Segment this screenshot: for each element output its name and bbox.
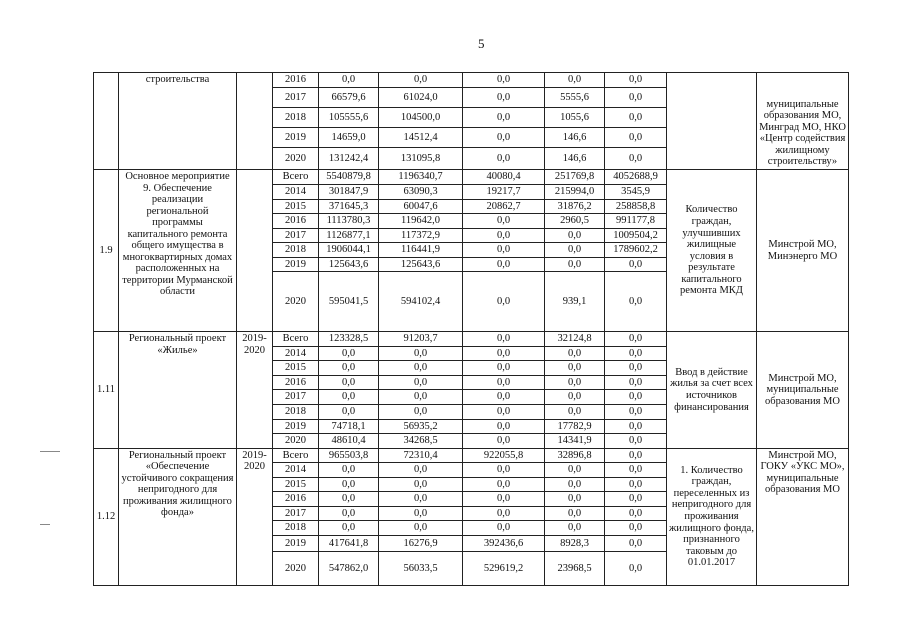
cell-c3: 0,0 — [545, 521, 605, 536]
cell-c1: 119642,0 — [379, 214, 463, 229]
cell-c4: 0,0 — [605, 521, 667, 536]
cell-c4: 0,0 — [605, 551, 667, 585]
cell-year: 2016 — [273, 375, 319, 390]
cell-c2: 0,0 — [463, 346, 545, 361]
cell-total: 125643,6 — [319, 257, 379, 272]
cell-c2: 20862,7 — [463, 199, 545, 214]
cell-year: 2017 — [273, 506, 319, 521]
cell-total: 0,0 — [319, 477, 379, 492]
cell-c4: 0,0 — [605, 463, 667, 478]
cell-total: 1113780,3 — [319, 214, 379, 229]
cell-year: 2016 — [273, 492, 319, 507]
cell-total: 66579,6 — [319, 88, 379, 108]
cell-total: 1906044,1 — [319, 243, 379, 258]
section-number — [94, 73, 119, 170]
cell-c2: 0,0 — [463, 434, 545, 449]
cell-c2: 0,0 — [463, 361, 545, 376]
cell-c3: 5555,6 — [545, 88, 605, 108]
cell-c2: 19217,7 — [463, 185, 545, 200]
cell-year: 2017 — [273, 390, 319, 405]
cell-total: 0,0 — [319, 346, 379, 361]
cell-c1: 0,0 — [379, 390, 463, 405]
cell-c4: 991177,8 — [605, 214, 667, 229]
cell-year: 2019 — [273, 535, 319, 551]
cell-c3: 0,0 — [545, 506, 605, 521]
cell-total: 105555,6 — [319, 108, 379, 128]
cell-c3: 0,0 — [545, 477, 605, 492]
financing-table — [93, 72, 849, 586]
cell-c1: 0,0 — [379, 346, 463, 361]
cell-total: 0,0 — [319, 390, 379, 405]
cell-c1: 1196340,7 — [379, 170, 463, 185]
cell-c4: 0,0 — [605, 73, 667, 88]
cell-c4: 0,0 — [605, 88, 667, 108]
cell-c2: 0,0 — [463, 128, 545, 148]
section-number: 1.11 — [94, 332, 119, 448]
cell-c4: 0,0 — [605, 535, 667, 551]
cell-total: 371645,3 — [319, 199, 379, 214]
cell-c4: 0,0 — [605, 448, 667, 463]
cell-c4: 0,0 — [605, 492, 667, 507]
cell-c2: 0,0 — [463, 463, 545, 478]
cell-year: 2019 — [273, 257, 319, 272]
cell-c1: 0,0 — [379, 375, 463, 390]
cell-c3: 146,6 — [545, 128, 605, 148]
cell-c1: 131095,8 — [379, 148, 463, 170]
page-number: 5 — [478, 36, 485, 51]
cell-total: 123328,5 — [319, 332, 379, 347]
cell-c1: 0,0 — [379, 361, 463, 376]
cell-c3: 32896,8 — [545, 448, 605, 463]
cell-year: Всего — [273, 448, 319, 463]
cell-total: 48610,4 — [319, 434, 379, 449]
cell-c1: 125643,6 — [379, 257, 463, 272]
cell-c1: 56935,2 — [379, 419, 463, 434]
cell-c4: 0,0 — [605, 272, 667, 332]
cell-c2: 0,0 — [463, 419, 545, 434]
cell-c2: 0,0 — [463, 405, 545, 420]
cell-total: 0,0 — [319, 73, 379, 88]
cell-c1: 594102,4 — [379, 272, 463, 332]
section-period: 2019-2020 — [237, 448, 273, 585]
cell-c4: 0,0 — [605, 375, 667, 390]
section-name: Региональный проект «Жилье» — [119, 332, 237, 448]
cell-c1: 0,0 — [379, 73, 463, 88]
cell-c1: 14512,4 — [379, 128, 463, 148]
cell-c3: 0,0 — [545, 390, 605, 405]
cell-c3: 2960,5 — [545, 214, 605, 229]
section-executor: Минстрой МО, муниципальные образования МО — [757, 332, 849, 448]
cell-c1: 117372,9 — [379, 228, 463, 243]
cell-c2: 0,0 — [463, 521, 545, 536]
cell-year: 2019 — [273, 419, 319, 434]
cell-year: 2017 — [273, 88, 319, 108]
cell-total: 417641,8 — [319, 535, 379, 551]
cell-c1: 116441,9 — [379, 243, 463, 258]
cell-c4: 1789602,2 — [605, 243, 667, 258]
cell-c2: 0,0 — [463, 375, 545, 390]
cell-c4: 0,0 — [605, 434, 667, 449]
cell-c1: 72310,4 — [379, 448, 463, 463]
cell-c2: 0,0 — [463, 73, 545, 88]
section-executor: Минстрой МО, Минэнерго МО — [757, 170, 849, 332]
cell-c1: 0,0 — [379, 405, 463, 420]
cell-c2: 0,0 — [463, 477, 545, 492]
cell-total: 0,0 — [319, 361, 379, 376]
cell-c4: 0,0 — [605, 477, 667, 492]
section-period — [237, 170, 273, 332]
cell-year: Всего — [273, 332, 319, 347]
cell-year: 2015 — [273, 361, 319, 376]
cell-c2: 0,0 — [463, 390, 545, 405]
cell-c2: 0,0 — [463, 108, 545, 128]
cell-c3: 1055,6 — [545, 108, 605, 128]
cell-c1: 0,0 — [379, 506, 463, 521]
section-executor: Минстрой МО, ГОКУ «УКС МО», муниципальные образования МО — [757, 448, 849, 585]
cell-c4: 0,0 — [605, 148, 667, 170]
cell-c3: 251769,8 — [545, 170, 605, 185]
cell-total: 0,0 — [319, 405, 379, 420]
cell-year: 2014 — [273, 185, 319, 200]
cell-total: 0,0 — [319, 463, 379, 478]
cell-total: 301847,9 — [319, 185, 379, 200]
cell-c2: 392436,6 — [463, 535, 545, 551]
cell-c4: 1009504,2 — [605, 228, 667, 243]
cell-c4: 0,0 — [605, 506, 667, 521]
cell-c1: 56033,5 — [379, 551, 463, 585]
cell-c1: 61024,0 — [379, 88, 463, 108]
cell-year: 2016 — [273, 214, 319, 229]
section-number: 1.12 — [94, 448, 119, 585]
cell-c2: 0,0 — [463, 88, 545, 108]
cell-year: 2017 — [273, 228, 319, 243]
cell-total: 5540879,8 — [319, 170, 379, 185]
scan-artifact-line — [40, 524, 50, 525]
cell-c3: 17782,9 — [545, 419, 605, 434]
cell-total: 74718,1 — [319, 419, 379, 434]
cell-c3: 0,0 — [545, 346, 605, 361]
cell-year: 2019 — [273, 128, 319, 148]
cell-c1: 16276,9 — [379, 535, 463, 551]
cell-year: 2018 — [273, 405, 319, 420]
section-period — [237, 73, 273, 170]
section-period: 2019-2020 — [237, 332, 273, 448]
section-indicator: Ввод в действие жилья за счет всех источников финансирования — [667, 332, 757, 448]
cell-year: 2015 — [273, 477, 319, 492]
table-row — [94, 170, 849, 185]
cell-c3: 0,0 — [545, 375, 605, 390]
cell-c3: 8928,3 — [545, 535, 605, 551]
cell-total: 0,0 — [319, 375, 379, 390]
cell-c1: 63090,3 — [379, 185, 463, 200]
cell-year: 2020 — [273, 272, 319, 332]
cell-c3: 0,0 — [545, 73, 605, 88]
section-indicator — [667, 73, 757, 170]
cell-c4: 0,0 — [605, 257, 667, 272]
cell-c2: 0,0 — [463, 148, 545, 170]
cell-c2: 0,0 — [463, 243, 545, 258]
cell-c2: 922055,8 — [463, 448, 545, 463]
cell-year: Всего — [273, 170, 319, 185]
cell-c3: 0,0 — [545, 243, 605, 258]
cell-c4: 0,0 — [605, 419, 667, 434]
cell-c3: 0,0 — [545, 463, 605, 478]
cell-c2: 0,0 — [463, 257, 545, 272]
section-name: строительства — [119, 73, 237, 170]
table-row — [94, 448, 849, 463]
cell-c4: 0,0 — [605, 128, 667, 148]
section-executor: муниципальные образования МО, Минград МО, НКО «Центр содействия жилищному строительству» — [757, 73, 849, 170]
cell-year: 2018 — [273, 108, 319, 128]
cell-total: 595041,5 — [319, 272, 379, 332]
cell-year: 2020 — [273, 551, 319, 585]
cell-c3: 23968,5 — [545, 551, 605, 585]
cell-c1: 91203,7 — [379, 332, 463, 347]
cell-c3: 0,0 — [545, 492, 605, 507]
cell-c1: 104500,0 — [379, 108, 463, 128]
cell-c1: 0,0 — [379, 463, 463, 478]
cell-c3: 215994,0 — [545, 185, 605, 200]
cell-c4: 0,0 — [605, 332, 667, 347]
cell-total: 965503,8 — [319, 448, 379, 463]
table-row — [94, 73, 849, 88]
table-row — [94, 332, 849, 347]
section-name: Основное мероприятие 9. Обеспечение реализации региональной программы капитального ремонта общего имущества в многоквартирных домах расположенных на территории Мурманской области — [119, 170, 237, 332]
section-indicator: Количество граждан, улучшивших жилищные условия в результате капитального ремонта МКД — [667, 170, 757, 332]
cell-c4: 0,0 — [605, 108, 667, 128]
cell-c3: 14341,9 — [545, 434, 605, 449]
cell-total: 131242,4 — [319, 148, 379, 170]
cell-year: 2014 — [273, 346, 319, 361]
cell-c2: 529619,2 — [463, 551, 545, 585]
cell-c3: 146,6 — [545, 148, 605, 170]
cell-total: 0,0 — [319, 506, 379, 521]
cell-c4: 258858,8 — [605, 199, 667, 214]
cell-c4: 0,0 — [605, 405, 667, 420]
cell-c2: 40080,4 — [463, 170, 545, 185]
cell-c2: 0,0 — [463, 506, 545, 521]
section-number: 1.9 — [94, 170, 119, 332]
cell-year: 2015 — [273, 199, 319, 214]
cell-c2: 0,0 — [463, 214, 545, 229]
cell-c3: 32124,8 — [545, 332, 605, 347]
cell-c2: 0,0 — [463, 492, 545, 507]
cell-c1: 0,0 — [379, 521, 463, 536]
cell-total: 0,0 — [319, 521, 379, 536]
cell-c3: 0,0 — [545, 257, 605, 272]
cell-total: 547862,0 — [319, 551, 379, 585]
cell-year: 2018 — [273, 243, 319, 258]
cell-c2: 0,0 — [463, 272, 545, 332]
scan-artifact-line — [40, 451, 60, 452]
cell-c3: 0,0 — [545, 361, 605, 376]
cell-total: 0,0 — [319, 492, 379, 507]
cell-c4: 0,0 — [605, 361, 667, 376]
cell-c4: 0,0 — [605, 346, 667, 361]
cell-c4: 4052688,9 — [605, 170, 667, 185]
cell-c1: 0,0 — [379, 492, 463, 507]
section-name: Региональный проект «Обеспечение устойчивого сокращения непригодного для проживания жилищного фонда» — [119, 448, 237, 585]
cell-c4: 3545,9 — [605, 185, 667, 200]
cell-total: 1126877,1 — [319, 228, 379, 243]
cell-total: 14659,0 — [319, 128, 379, 148]
section-indicator: 1. Количество граждан, переселенных из непригодного для проживания жилищного фонда, признанного таковым до 01.01.2017 — [667, 448, 757, 585]
cell-year: 2016 — [273, 73, 319, 88]
cell-year: 2020 — [273, 434, 319, 449]
cell-c1: 60047,6 — [379, 199, 463, 214]
cell-c1: 0,0 — [379, 477, 463, 492]
cell-year: 2020 — [273, 148, 319, 170]
cell-c1: 34268,5 — [379, 434, 463, 449]
cell-c3: 0,0 — [545, 405, 605, 420]
cell-year: 2014 — [273, 463, 319, 478]
cell-c3: 31876,2 — [545, 199, 605, 214]
cell-c4: 0,0 — [605, 390, 667, 405]
cell-c2: 0,0 — [463, 228, 545, 243]
cell-c3: 939,1 — [545, 272, 605, 332]
cell-c3: 0,0 — [545, 228, 605, 243]
cell-year: 2018 — [273, 521, 319, 536]
cell-c2: 0,0 — [463, 332, 545, 347]
